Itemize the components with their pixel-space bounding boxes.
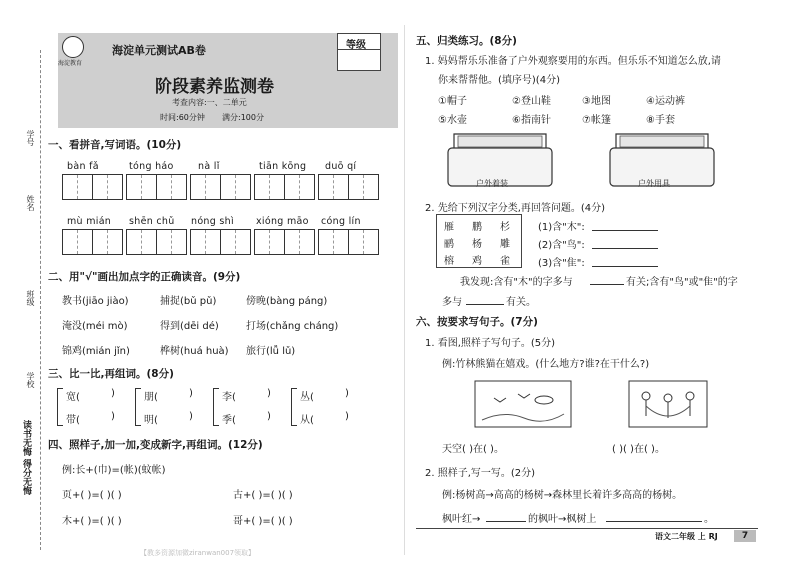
grade-box[interactable] (337, 33, 381, 71)
q4-example: 例:长+(巾)=(帐)(蚊帐) (62, 465, 166, 476)
q1-pinyin-9: xióng māo (256, 216, 309, 227)
q6-fill: 。 (704, 514, 714, 525)
q1-writing-grid[interactable] (62, 174, 123, 200)
page-fold (404, 25, 405, 555)
q6-fill: 枫叶红→ (442, 514, 481, 525)
classify-blank[interactable] (592, 248, 658, 249)
q2-item[interactable]: 傍晚(bàng páng) (246, 296, 328, 307)
q1-writing-grid[interactable] (254, 229, 315, 255)
q5-q1-text: 你来帮帮他。(填序号)(4分) (438, 75, 560, 86)
finding-text: 有关;含有"鸟"或"隹"的字 (626, 277, 738, 288)
margin-school-label: 学校 (26, 372, 35, 388)
classify-label: (2)含"鸟": (538, 240, 585, 251)
finding-text: 我发现:含有"木"的字多与 (460, 277, 573, 288)
q3-word-left[interactable]: 丛( (300, 392, 314, 403)
q5-q2-text: 2. 先给下列汉字分类,再回答问题。(4分) (425, 203, 606, 214)
q6-blank[interactable] (606, 521, 702, 522)
q3-title: 三、比一比,再组词。(8分) (48, 368, 174, 380)
q3-word-left[interactable]: 李( (222, 392, 236, 403)
q3-word-right: ) (345, 388, 349, 399)
q4-row[interactable]: 哥+( )=( )( ) (233, 516, 293, 527)
classify-label: (3)含"隹": (538, 258, 585, 269)
q1-pinyin-7: shēn chǔ (129, 216, 175, 227)
q5-title: 五、归类练习。(8分) (416, 35, 517, 47)
q3-word-right: ) (189, 388, 193, 399)
picture-children-jumprope (628, 380, 708, 428)
q2-item[interactable]: 捕捉(bǔ pǔ) (160, 296, 217, 307)
finding-text: 有关。 (506, 297, 536, 308)
char: 榕 (444, 256, 454, 267)
q5-option: ②登山鞋 (512, 96, 551, 107)
q5-q1-text: 1. 妈妈帮乐乐准备了户外观察要用的东西。但乐乐不知道怎么放,请 (425, 56, 721, 67)
classify-blank[interactable] (592, 230, 658, 231)
footer-subject: 语文二年级 上 RJ (655, 532, 718, 541)
margin-slogan: 读书无悔 得分无悔 (21, 420, 31, 496)
q3-word-left[interactable]: 朋( (144, 392, 158, 403)
suitcase-label-gear: 户外用具 (638, 179, 670, 188)
char: 杉 (500, 222, 510, 233)
q5-option: ⑧手套 (646, 115, 675, 126)
q6-fill: 的枫叶→枫树上 (528, 514, 597, 525)
q4-row[interactable]: 木+( )=( )( ) (62, 516, 122, 527)
q1-writing-grid[interactable] (62, 229, 123, 255)
char: 杨 (472, 239, 482, 250)
q1-writing-grid[interactable] (254, 174, 315, 200)
q1-pinyin-5: duō qí (325, 161, 357, 172)
grade-label: 等级 (346, 40, 366, 51)
q1-pinyin-10: cóng lín (321, 216, 361, 227)
q1-writing-grid[interactable] (318, 229, 379, 255)
margin-name-label: 姓名 (26, 195, 35, 211)
q2-item[interactable]: 锦鸡(mián jǐn) (62, 346, 130, 357)
q3-word-left[interactable]: 从( (300, 415, 314, 426)
finding-text: 多与 (442, 297, 462, 308)
char: 雀 (500, 256, 510, 267)
q2-item[interactable]: 得到(dēi dé) (160, 321, 219, 332)
watermark: 【教多资源加微ziranwan007领取】 (140, 549, 256, 557)
q5-option: ⑦帐篷 (582, 115, 611, 126)
q5-option: ①帽子 (438, 96, 467, 107)
q2-item[interactable]: 教书(jiāo jiào) (62, 296, 129, 307)
q1-title: 一、看拼音,写词语。(10分) (48, 139, 182, 151)
q3-word-left[interactable]: 季( (222, 415, 236, 426)
classify-blank[interactable] (592, 266, 658, 267)
q3-word-left[interactable]: 带( (66, 415, 80, 426)
q1-pinyin-6: mù mián (67, 216, 112, 227)
q6-example: 例:竹林熊猫在嬉戏。(什么地方?谁?在干什么?) (442, 359, 650, 370)
char: 鸡 (472, 256, 482, 267)
margin-class-label: 班级 (26, 290, 35, 306)
char: 鹂 (444, 239, 454, 250)
char: 雕 (500, 239, 510, 250)
q5-option: ④运动裤 (646, 96, 685, 107)
q2-item[interactable]: 桦树(huá huà) (160, 346, 229, 357)
q3-word-right: ) (267, 388, 271, 399)
q4-row[interactable]: 页+( )=( )( ) (62, 490, 122, 501)
q1-pinyin-8: nóng shì (191, 216, 234, 227)
q3-word-left[interactable]: 宽( (66, 392, 80, 403)
suitcase-label-clothing: 户外着装 (476, 179, 508, 188)
page-number: 7 (734, 530, 756, 542)
q2-item[interactable]: 旅行(lǚ lǔ) (246, 346, 296, 357)
q1-writing-grid[interactable] (190, 229, 251, 255)
q2-title: 二、用"√"画出加点字的正确读音。(9分) (48, 271, 241, 283)
q1-pinyin-3: nà lǐ (198, 161, 220, 172)
q5-option: ⑥指南针 (512, 115, 551, 126)
margin-cut-line (40, 50, 41, 550)
q5-option: ③地图 (582, 96, 611, 107)
q4-row[interactable]: 古+( )=( )( ) (233, 490, 293, 501)
series-title: 海淀单元测试AB卷 (112, 44, 206, 57)
margin-student-id-label: 学号 (26, 130, 35, 146)
picture-birds-sky (474, 380, 572, 428)
q3-word-right: ) (111, 411, 115, 422)
q1-pinyin-4: tiān kōng (259, 161, 307, 172)
q3-word-right: ) (189, 411, 193, 422)
q6-answer[interactable]: ( )( )在( )。 (612, 444, 665, 455)
q2-item[interactable]: 淹没(méi mò) (62, 321, 128, 332)
q1-pinyin-2: tóng háo (129, 161, 174, 172)
q1-writing-grid[interactable] (190, 174, 251, 200)
logo-icon (62, 36, 84, 58)
q1-pinyin-1: bàn fǎ (67, 161, 99, 172)
finding-blank[interactable] (590, 284, 624, 285)
page-title: 阶段素养监测卷 (155, 77, 274, 97)
q3-word-right: ) (267, 411, 271, 422)
q1-writing-grid[interactable] (318, 174, 379, 200)
q1-writing-grid[interactable] (126, 229, 187, 255)
q4-title: 四、照样子,加一加,变成新字,再组词。(12分) (48, 439, 263, 451)
char: 鹏 (472, 222, 482, 233)
exam-score: 满分:100分 (222, 113, 264, 122)
q5-option: ⑤水壶 (438, 115, 467, 126)
q3-word-right: ) (111, 388, 115, 399)
q2-item[interactable]: 打场(chǎng cháng) (246, 321, 339, 332)
char: 雁 (444, 222, 454, 233)
q3-word-right: ) (345, 411, 349, 422)
q6-q1-text: 1. 看图,照样子写句子。(5分) (425, 338, 556, 349)
q6-blank[interactable] (486, 521, 526, 522)
q6-title: 六、按要求写句子。(7分) (416, 316, 538, 328)
q6-example2: 例:杨树高→高高的杨树→森林里长着许多高高的杨树。 (442, 490, 683, 501)
exam-time: 时间:60分钟 (160, 113, 205, 122)
q3-word-left[interactable]: 明( (144, 415, 158, 426)
finding-blank[interactable] (466, 304, 504, 305)
logo-text: 海淀教育 (58, 60, 83, 67)
q6-answer[interactable]: 天空( )在( )。 (442, 444, 504, 455)
exam-scope: 考查内容:一、二单元 (172, 98, 247, 107)
q1-writing-grid[interactable] (126, 174, 187, 200)
classify-label: (1)含"木": (538, 222, 585, 233)
q6-q2-text: 2. 照样子,写一写。(2分) (425, 468, 536, 479)
